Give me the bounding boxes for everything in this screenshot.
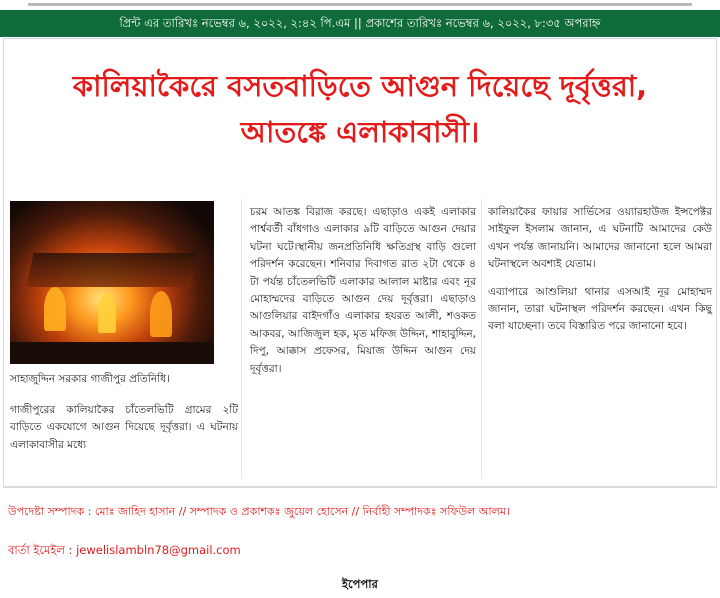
photo-flame [44,287,66,331]
article-page [3,38,717,488]
paragraph: গাজীপুরের কালিয়াকৈর চাঁতেলভিটি গ্রামের ২টি বাড়িতে একযোগে আগুন দিয়েছে দূর্বৃত্তরা। এ ঘটনায় এলাকাবাসীর মধ্যে [10,404,238,451]
dates-bar: প্রিন্ট এর তারিখঃ নভেম্বর ৬, ২০২২, ২:৪২ পি.এম || প্রকাশের তারিখঃ নভেম্বর ৬, ২০২২, ৮:৩৫ অপরাহ্ন [0,10,720,37]
headline-line-1: কালিয়াকৈরে বসতবাড়িতে আগুন দিয়েছে দূর্বৃত্তরা, [72,69,648,103]
top-rule [28,3,692,6]
column-divider [481,199,482,479]
reporter-byline: সাহাজুদ্দিন সরকার গাজীপুর প্রতিনিধি। [10,373,170,385]
editors-credit: উপদেষ্টা সম্পাদক : মোঃ জাহিদ হাসান // সম্পাদক ও প্রকাশকঃ জুয়েল হোসেন // নির্বাহী সম্পাদকঃ সফিউল আলম। [8,505,510,518]
article-headline [12,63,708,155]
photo-flame [150,291,172,337]
paragraph: কালিয়াকৈর ফায়ার সার্ভিসের ওয়্যারহাউজ ইন্সপেক্টর সাইফুল ইসলাম জানান, এ ঘটনাটি আমাদের কেউ এখন পর্যন্ত জানায়নি। আমাদের জানানো হলে আমরা ঘটনাস্থলে অবশ্যই যেতাম। [488,206,712,271]
column-divider [241,199,242,479]
headline-line-2: আতঙ্কে এলাকাবাসী। [240,115,480,149]
footer-rule [3,486,715,487]
article-column-2 [250,204,476,388]
article-photo-fire [10,201,214,364]
photo-flame [98,293,116,333]
article-column-3 [488,204,712,346]
epaper-label[interactable]: ইপেপার [342,577,378,591]
photo-ground [10,342,214,364]
paragraph: চরম আতঙ্ক বিরাজ করছে। এছাড়াও একই এলাকার পার্শ্ববর্তী বাঁধগাও এলাকার ৯টি বাড়িতে আগুন দেয়ার ঘটনা ঘটে।স্থানীয় জনপ্রতিনিধি ক্ষতিগ্রস্থ বাড়ি গুলো পরিদর্শন করেছেন। শনিবার দিবাগত রাত ২টা থেকে ৪ টা পর্যন্ত চাঁতেলভিটি এলাকার আলাল মাষ্টার এবং নূর মোহাম্মদের বাড়িতে আগুন দেয় দূর্বৃত্তরা। এছাড়াও আগুলিয়ার বাইদগাঁও এলাকার হযরত আলী, শওকত আকবর, আজিজুল হক, মৃত মফিজ উদ্দিন, শাহাবুদ্দিন, দিপু, আক্কাস প্রফেসর, মিয়াজ উদ্দিন আগুন দেয় দূর্বৃত্তরা। [250,206,476,375]
paragraph: এব্যাপারে আশুলিয়া থানার এসআই নূর মোহাম্মদ জানান, তারা ঘটনাস্থল পরিদর্শন করছেন। এখন কিছু বলা যাচ্ছেনা। তবে বিস্তারিত পরে জানানো হবে। [488,285,712,333]
photo-roof-shape [26,253,197,287]
article-column-1 [10,402,238,464]
news-email[interactable]: বার্তা ইমেইল : jewelislambln78@gmail.com [8,543,241,557]
